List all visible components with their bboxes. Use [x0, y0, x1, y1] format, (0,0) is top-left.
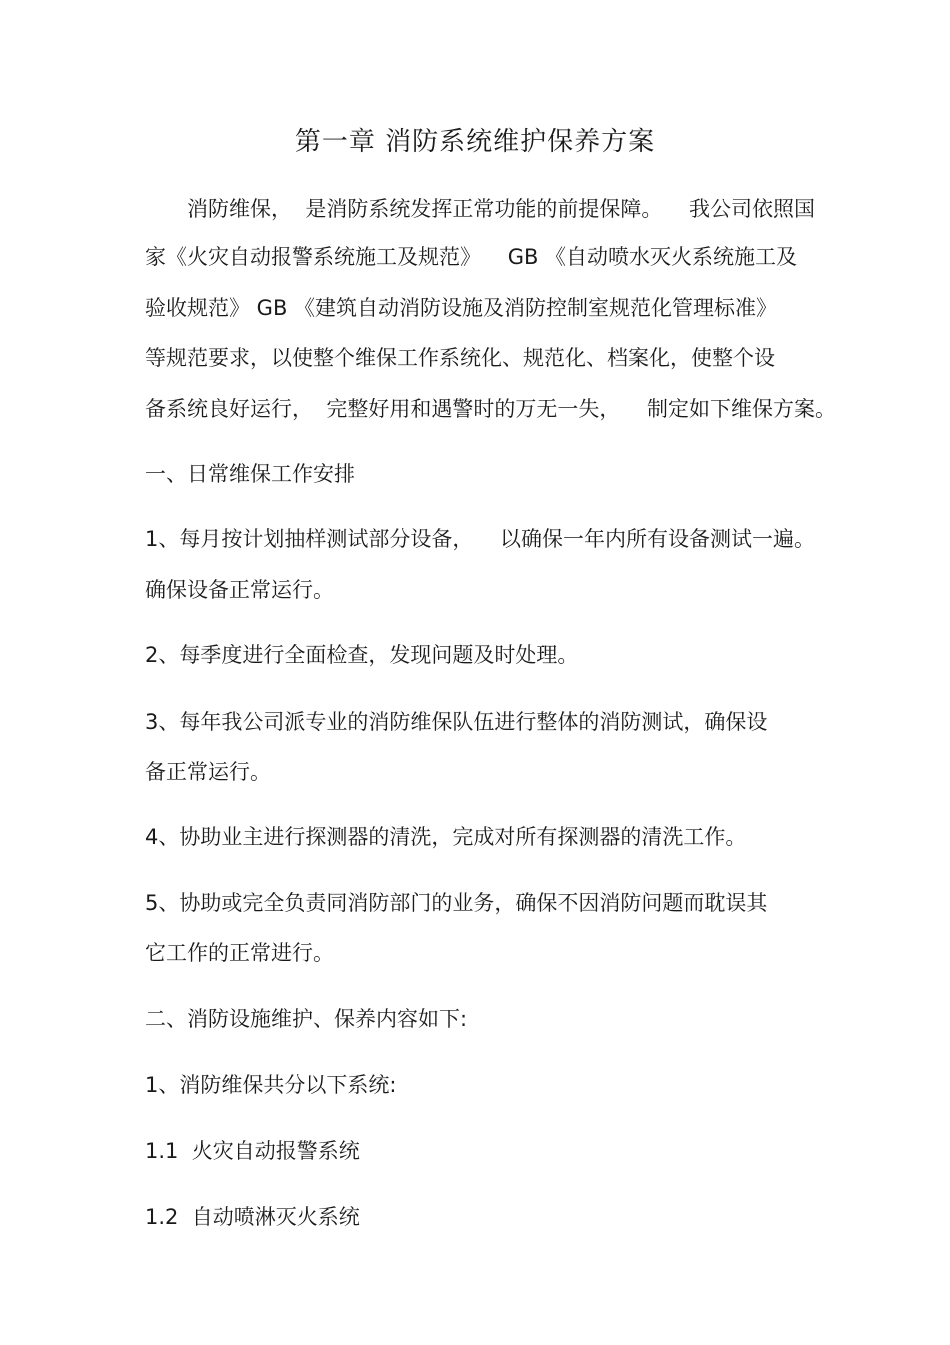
document-title: 第一章 消防系统维护保养方案: [294, 127, 656, 157]
system-item-2: 1.2 自动喷淋灭火系统: [145, 1205, 360, 1229]
intro-line-4: 等规范要求，以使整个维保工作系统化、规范化、档案化，使整个设: [145, 346, 775, 370]
intro-text-1: 消防维保， 是消防系统发挥正常功能的前提保障。 我公司依照国: [187, 197, 816, 221]
list-item-5-line-1: 5、协助或完全负责同消防部门的业务，确保不因消防问题而耽误其: [145, 891, 768, 915]
list-item-3-line-2: 备正常运行。: [145, 760, 271, 784]
intro-line-5: 备系统良好运行， 完整好用和遇警时的万无一失， 制定如下维保方案。: [145, 397, 837, 421]
sub-heading: 1、消防维保共分以下系统:: [145, 1073, 397, 1097]
section-heading-2: 二、消防设施维护、保养内容如下:: [145, 1007, 468, 1031]
intro-line-1: [145, 194, 825, 224]
list-item-1-line-2: 确保设备正常运行。: [145, 578, 334, 602]
list-item-4: 4、协助业主进行探测器的清洗，完成对所有探测器的清洗工作。: [145, 825, 747, 849]
intro-line-3: 验收规范》 GB 《建筑自动消防设施及消防控制室规范化管理标准》: [145, 296, 778, 320]
section-heading-1: 一、日常维保工作安排: [145, 462, 355, 486]
intro-line-2: 家《火灾自动报警系统施工及规范》 GB 《自动喷水灭火系统施工及: [145, 245, 798, 269]
list-item-3-line-1: 3、每年我公司派专业的消防维保队伍进行整体的消防测试，确保设: [145, 710, 768, 734]
list-item-5-line-2: 它工作的正常进行。: [145, 941, 334, 965]
system-item-1: 1.1 火灾自动报警系统: [145, 1139, 360, 1163]
list-item-2: 2、每季度进行全面检查，发现问题及时处理。: [145, 643, 579, 667]
list-item-1-line-1: 1、每月按计划抽样测试部分设备， 以确保一年内所有设备测试一遍。: [145, 527, 816, 551]
